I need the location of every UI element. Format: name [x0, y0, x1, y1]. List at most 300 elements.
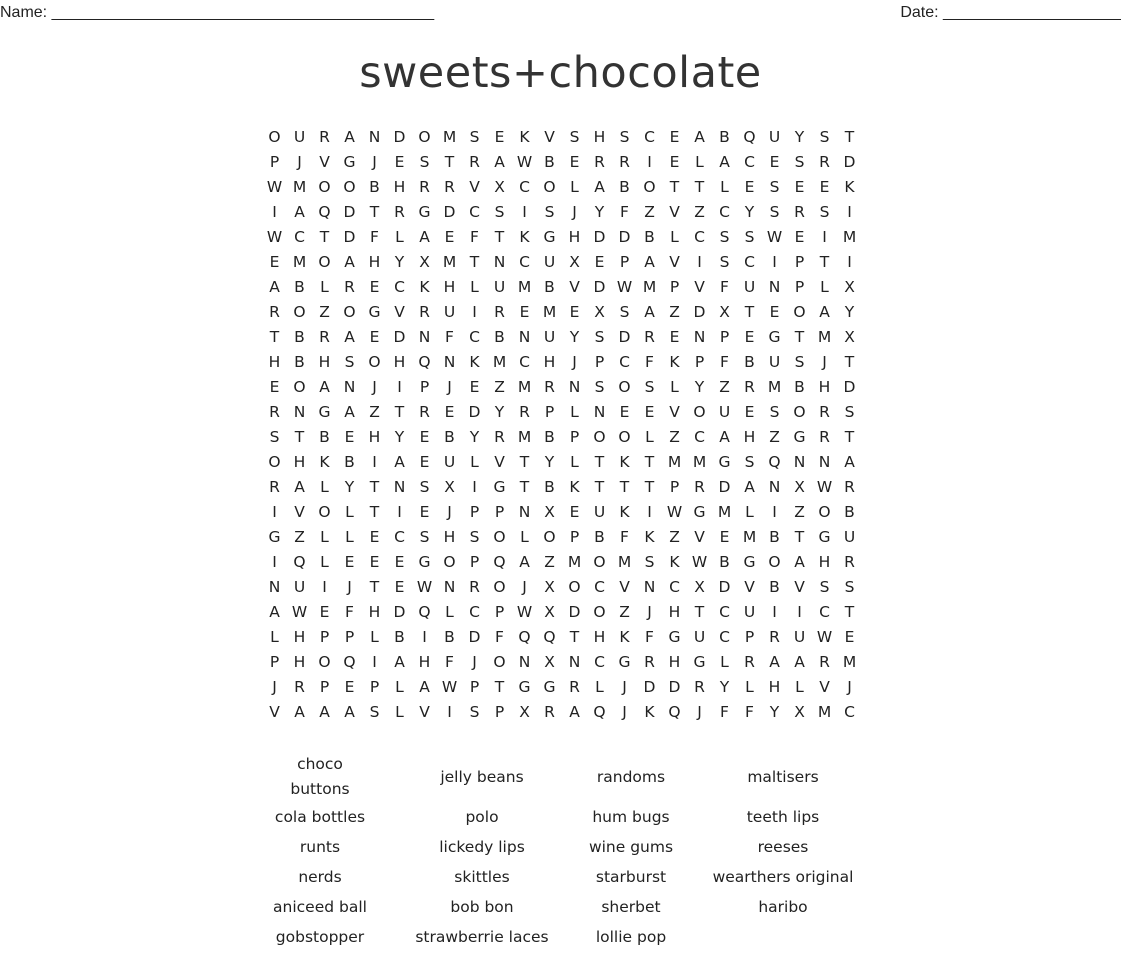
grid-letter[interactable]: C — [519, 178, 530, 196]
grid-letter[interactable]: V — [744, 578, 755, 596]
grid-letter[interactable]: D — [393, 128, 406, 146]
grid-letter[interactable]: M — [542, 303, 557, 321]
grid-letter[interactable]: P — [369, 678, 380, 696]
grid-letter[interactable]: A — [344, 128, 355, 146]
grid-letter[interactable]: T — [494, 678, 505, 696]
grid-letter[interactable]: M — [442, 128, 457, 146]
grid-letter[interactable]: D — [393, 603, 406, 621]
grid-letter[interactable]: L — [570, 403, 579, 421]
grid-letter[interactable]: L — [320, 478, 329, 496]
grid-letter[interactable]: F — [645, 353, 654, 371]
grid-letter[interactable]: W — [766, 228, 783, 246]
grid-letter[interactable]: N — [768, 478, 781, 496]
grid-letter[interactable]: K — [519, 128, 530, 146]
grid-letter[interactable]: U — [768, 128, 781, 146]
grid-letter[interactable]: H — [293, 653, 306, 671]
grid-letter[interactable]: R — [469, 578, 480, 596]
grid-letter[interactable]: Z — [669, 428, 680, 446]
grid-letter[interactable]: S — [769, 203, 780, 221]
grid-letter[interactable]: O — [693, 403, 706, 421]
grid-letter[interactable]: L — [395, 703, 404, 721]
grid-letter[interactable]: O — [818, 503, 831, 521]
grid-letter[interactable]: P — [594, 353, 605, 371]
grid-letter[interactable]: P — [269, 653, 280, 671]
grid-letter[interactable]: B — [769, 528, 780, 546]
grid-letter[interactable]: C — [469, 203, 480, 221]
grid-letter[interactable]: E — [569, 503, 580, 521]
grid-letter[interactable]: L — [570, 453, 579, 471]
grid-letter[interactable]: U — [593, 503, 606, 521]
grid-letter[interactable]: S — [569, 128, 580, 146]
grid-letter[interactable]: T — [494, 228, 505, 246]
grid-letter[interactable]: E — [444, 228, 455, 246]
grid-letter[interactable]: G — [368, 303, 381, 321]
grid-letter[interactable]: S — [719, 253, 730, 271]
grid-letter[interactable]: P — [494, 603, 505, 621]
grid-letter[interactable]: O — [318, 253, 331, 271]
grid-letter[interactable]: T — [619, 478, 630, 496]
grid-letter[interactable]: B — [344, 453, 355, 471]
grid-letter[interactable]: O — [343, 303, 356, 321]
grid-letter[interactable]: E — [519, 303, 530, 321]
grid-letter[interactable]: S — [619, 128, 630, 146]
grid-letter[interactable]: M — [442, 253, 457, 271]
grid-letter[interactable]: U — [493, 278, 506, 296]
grid-letter[interactable]: Z — [644, 203, 655, 221]
grid-letter[interactable]: T — [594, 453, 605, 471]
grid-letter[interactable]: S — [469, 528, 480, 546]
grid-letter[interactable]: D — [843, 378, 856, 396]
name-field[interactable]: Name: ___________________________________________ — [0, 4, 435, 21]
grid-letter[interactable]: R — [419, 178, 430, 196]
grid-letter[interactable]: O — [568, 578, 581, 596]
grid-letter[interactable]: B — [294, 278, 305, 296]
grid-letter[interactable]: F — [645, 628, 654, 646]
grid-letter[interactable]: O — [368, 353, 381, 371]
grid-letter[interactable]: V — [694, 528, 705, 546]
grid-letter[interactable]: R — [619, 153, 630, 171]
grid-letter[interactable]: V — [494, 453, 505, 471]
grid-letter[interactable]: G — [668, 628, 681, 646]
grid-letter[interactable]: N — [768, 278, 781, 296]
grid-letter[interactable]: R — [269, 403, 280, 421]
grid-letter[interactable]: A — [794, 653, 805, 671]
grid-letter[interactable]: P — [494, 703, 505, 721]
grid-letter[interactable]: K — [669, 353, 680, 371]
grid-letter[interactable]: X — [844, 278, 855, 296]
grid-letter[interactable]: B — [619, 178, 630, 196]
grid-letter[interactable]: P — [719, 328, 730, 346]
grid-letter[interactable]: T — [519, 453, 530, 471]
grid-letter[interactable]: E — [594, 253, 605, 271]
grid-letter[interactable]: M — [517, 378, 532, 396]
grid-letter[interactable]: T — [669, 178, 680, 196]
grid-letter[interactable]: B — [369, 178, 380, 196]
grid-letter[interactable]: R — [394, 203, 405, 221]
grid-letter[interactable]: K — [619, 453, 630, 471]
grid-letter[interactable]: Y — [744, 203, 755, 221]
grid-letter[interactable]: A — [744, 478, 755, 496]
grid-letter[interactable]: C — [519, 353, 530, 371]
grid-letter[interactable]: T — [369, 578, 380, 596]
grid-letter[interactable]: I — [472, 478, 477, 496]
grid-letter[interactable]: S — [794, 353, 805, 371]
grid-letter[interactable]: R — [469, 153, 480, 171]
grid-letter[interactable]: T — [844, 353, 855, 371]
grid-letter[interactable]: B — [544, 153, 555, 171]
grid-letter[interactable]: X — [794, 478, 805, 496]
grid-letter[interactable]: E — [669, 153, 680, 171]
grid-letter[interactable]: D — [718, 478, 731, 496]
grid-letter[interactable]: I — [272, 553, 277, 571]
grid-letter[interactable]: W — [691, 553, 708, 571]
grid-letter[interactable]: R — [844, 553, 855, 571]
grid-letter[interactable]: A — [494, 153, 505, 171]
grid-letter[interactable]: A — [694, 128, 705, 146]
grid-letter[interactable]: E — [669, 328, 680, 346]
grid-letter[interactable]: T — [594, 478, 605, 496]
grid-letter[interactable]: E — [644, 403, 655, 421]
grid-letter[interactable]: O — [443, 553, 456, 571]
grid-letter[interactable]: T — [794, 328, 805, 346]
grid-letter[interactable]: O — [293, 303, 306, 321]
grid-letter[interactable]: O — [493, 578, 506, 596]
grid-letter[interactable]: L — [320, 553, 329, 571]
grid-letter[interactable]: S — [844, 403, 855, 421]
grid-letter[interactable]: G — [518, 678, 531, 696]
grid-letter[interactable]: N — [518, 653, 531, 671]
grid-letter[interactable]: E — [394, 578, 405, 596]
grid-letter[interactable]: L — [745, 678, 754, 696]
grid-letter[interactable]: J — [697, 703, 702, 721]
grid-letter[interactable]: T — [369, 478, 380, 496]
grid-letter[interactable]: M — [717, 503, 732, 521]
grid-letter[interactable]: D — [668, 678, 681, 696]
grid-letter[interactable]: T — [844, 428, 855, 446]
grid-letter[interactable]: N — [518, 503, 531, 521]
grid-letter[interactable]: L — [720, 178, 729, 196]
grid-letter[interactable]: F — [745, 703, 754, 721]
grid-letter[interactable]: F — [720, 703, 729, 721]
grid-letter[interactable]: R — [444, 178, 455, 196]
grid-letter[interactable]: E — [269, 253, 280, 271]
grid-letter[interactable]: V — [269, 703, 280, 721]
grid-letter[interactable]: O — [318, 178, 331, 196]
grid-letter[interactable]: E — [369, 553, 380, 571]
grid-letter[interactable]: S — [269, 428, 280, 446]
grid-letter[interactable]: E — [419, 428, 430, 446]
grid-letter[interactable]: R — [494, 303, 505, 321]
grid-letter[interactable]: E — [269, 378, 280, 396]
grid-letter[interactable]: O — [543, 528, 556, 546]
grid-letter[interactable]: H — [443, 278, 456, 296]
grid-letter[interactable]: P — [469, 553, 480, 571]
grid-letter[interactable]: W — [291, 603, 308, 621]
grid-letter[interactable]: N — [568, 378, 581, 396]
grid-letter[interactable]: H — [668, 653, 681, 671]
grid-letter[interactable]: L — [745, 503, 754, 521]
grid-letter[interactable]: L — [670, 228, 679, 246]
grid-letter[interactable]: T — [844, 128, 855, 146]
grid-letter[interactable]: L — [645, 428, 654, 446]
grid-letter[interactable]: D — [443, 203, 456, 221]
grid-letter[interactable]: P — [469, 503, 480, 521]
grid-letter[interactable]: V — [669, 253, 680, 271]
grid-letter[interactable]: R — [269, 303, 280, 321]
grid-letter[interactable]: U — [693, 628, 706, 646]
grid-letter[interactable]: A — [819, 303, 830, 321]
grid-letter[interactable]: D — [693, 303, 706, 321]
grid-letter[interactable]: D — [468, 403, 481, 421]
grid-letter[interactable]: D — [393, 328, 406, 346]
grid-letter[interactable]: R — [419, 403, 430, 421]
grid-letter[interactable]: B — [744, 353, 755, 371]
grid-letter[interactable]: H — [368, 428, 381, 446]
grid-letter[interactable]: T — [644, 478, 655, 496]
grid-letter[interactable]: A — [269, 603, 280, 621]
grid-letter[interactable]: H — [293, 628, 306, 646]
grid-letter[interactable]: V — [319, 153, 330, 171]
grid-letter[interactable]: P — [619, 253, 630, 271]
grid-letter[interactable]: L — [470, 453, 479, 471]
grid-letter[interactable]: O — [493, 653, 506, 671]
grid-letter[interactable]: Q — [493, 553, 506, 571]
grid-letter[interactable]: A — [319, 378, 330, 396]
grid-letter[interactable]: P — [544, 403, 555, 421]
grid-letter[interactable]: A — [844, 453, 855, 471]
grid-letter[interactable]: P — [269, 153, 280, 171]
grid-letter[interactable]: M — [667, 453, 682, 471]
grid-letter[interactable]: A — [644, 303, 655, 321]
grid-letter[interactable]: A — [719, 153, 730, 171]
grid-letter[interactable]: L — [395, 228, 404, 246]
grid-letter[interactable]: P — [319, 678, 330, 696]
grid-letter[interactable]: B — [294, 353, 305, 371]
grid-letter[interactable]: C — [819, 603, 830, 621]
grid-letter[interactable]: E — [794, 228, 805, 246]
grid-letter[interactable]: N — [418, 328, 431, 346]
grid-letter[interactable]: T — [644, 453, 655, 471]
grid-letter[interactable]: R — [319, 328, 330, 346]
grid-letter[interactable]: X — [544, 653, 555, 671]
grid-letter[interactable]: V — [469, 178, 480, 196]
grid-letter[interactable]: W — [516, 603, 533, 621]
grid-letter[interactable]: G — [543, 228, 556, 246]
grid-letter[interactable]: R — [694, 678, 705, 696]
grid-letter[interactable]: F — [445, 653, 454, 671]
grid-letter[interactable]: A — [519, 553, 530, 571]
grid-letter[interactable]: B — [444, 428, 455, 446]
grid-letter[interactable]: R — [544, 703, 555, 721]
grid-letter[interactable]: Q — [318, 203, 331, 221]
grid-letter[interactable]: D — [343, 228, 356, 246]
grid-letter[interactable]: Q — [343, 653, 356, 671]
grid-letter[interactable]: N — [368, 128, 381, 146]
grid-letter[interactable]: Q — [743, 128, 756, 146]
grid-letter[interactable]: G — [693, 503, 706, 521]
grid-letter[interactable]: H — [568, 228, 581, 246]
grid-letter[interactable]: W — [616, 278, 633, 296]
grid-letter[interactable]: N — [443, 353, 456, 371]
grid-letter[interactable]: R — [819, 653, 830, 671]
grid-letter[interactable]: A — [644, 253, 655, 271]
grid-letter[interactable]: C — [519, 253, 530, 271]
grid-letter[interactable]: V — [619, 578, 630, 596]
grid-letter[interactable]: C — [719, 628, 730, 646]
grid-letter[interactable]: B — [594, 528, 605, 546]
grid-letter[interactable]: S — [719, 228, 730, 246]
grid-letter[interactable]: U — [293, 578, 306, 596]
grid-letter[interactable]: H — [268, 353, 281, 371]
grid-letter[interactable]: C — [719, 603, 730, 621]
grid-letter[interactable]: X — [544, 503, 555, 521]
grid-letter[interactable]: F — [620, 203, 629, 221]
grid-letter[interactable]: E — [344, 428, 355, 446]
grid-letter[interactable]: S — [819, 128, 830, 146]
grid-letter[interactable]: R — [794, 203, 805, 221]
grid-letter[interactable]: R — [519, 403, 530, 421]
grid-letter[interactable]: L — [395, 678, 404, 696]
grid-letter[interactable]: K — [644, 703, 655, 721]
grid-letter[interactable]: H — [818, 553, 831, 571]
grid-letter[interactable]: T — [519, 478, 530, 496]
grid-letter[interactable]: L — [345, 528, 354, 546]
grid-letter[interactable]: P — [569, 428, 580, 446]
grid-letter[interactable]: C — [619, 353, 630, 371]
grid-letter[interactable]: S — [419, 528, 430, 546]
grid-letter[interactable]: O — [618, 378, 631, 396]
grid-letter[interactable]: M — [767, 378, 782, 396]
grid-letter[interactable]: J — [372, 378, 377, 396]
grid-letter[interactable]: L — [345, 503, 354, 521]
grid-letter[interactable]: B — [794, 378, 805, 396]
grid-letter[interactable]: J — [447, 378, 452, 396]
grid-letter[interactable]: O — [793, 403, 806, 421]
grid-letter[interactable]: O — [618, 428, 631, 446]
grid-letter[interactable]: B — [544, 428, 555, 446]
grid-letter[interactable]: O — [343, 178, 356, 196]
grid-letter[interactable]: H — [768, 678, 781, 696]
grid-letter[interactable]: I — [472, 303, 477, 321]
grid-letter[interactable]: M — [617, 553, 632, 571]
grid-letter[interactable]: K — [644, 528, 655, 546]
grid-letter[interactable]: M — [517, 428, 532, 446]
grid-letter[interactable]: B — [544, 278, 555, 296]
grid-letter[interactable]: J — [472, 653, 477, 671]
grid-letter[interactable]: P — [419, 378, 430, 396]
grid-letter[interactable]: S — [419, 478, 430, 496]
grid-letter[interactable]: U — [293, 128, 306, 146]
grid-letter[interactable]: L — [695, 153, 704, 171]
grid-letter[interactable]: I — [272, 203, 277, 221]
grid-letter[interactable]: S — [744, 228, 755, 246]
grid-letter[interactable]: P — [794, 253, 805, 271]
grid-letter[interactable]: O — [268, 128, 281, 146]
grid-letter[interactable]: T — [469, 253, 480, 271]
grid-letter[interactable]: Y — [469, 428, 480, 446]
grid-letter[interactable]: C — [744, 153, 755, 171]
grid-letter[interactable]: J — [347, 578, 352, 596]
grid-letter[interactable]: L — [720, 653, 729, 671]
grid-letter[interactable]: W — [666, 503, 683, 521]
grid-letter[interactable]: Z — [294, 528, 305, 546]
grid-letter[interactable]: D — [843, 153, 856, 171]
grid-letter[interactable]: I — [697, 253, 702, 271]
grid-letter[interactable]: C — [394, 278, 405, 296]
grid-letter[interactable]: U — [843, 528, 856, 546]
grid-letter[interactable]: G — [318, 403, 331, 421]
grid-letter[interactable]: P — [344, 628, 355, 646]
grid-letter[interactable]: G — [418, 203, 431, 221]
grid-letter[interactable]: O — [768, 553, 781, 571]
grid-letter[interactable]: O — [593, 428, 606, 446]
grid-letter[interactable]: J — [647, 603, 652, 621]
grid-letter[interactable]: R — [569, 678, 580, 696]
grid-letter[interactable]: A — [344, 403, 355, 421]
grid-letter[interactable]: P — [494, 503, 505, 521]
grid-letter[interactable]: P — [669, 278, 680, 296]
grid-letter[interactable]: Q — [418, 603, 431, 621]
grid-letter[interactable]: V — [669, 203, 680, 221]
grid-letter[interactable]: N — [293, 403, 306, 421]
grid-letter[interactable]: H — [393, 353, 406, 371]
grid-letter[interactable]: T — [794, 528, 805, 546]
grid-letter[interactable]: R — [819, 428, 830, 446]
grid-letter[interactable]: A — [719, 428, 730, 446]
grid-letter[interactable]: C — [594, 653, 605, 671]
grid-letter[interactable]: S — [544, 203, 555, 221]
grid-letter[interactable]: I — [772, 503, 777, 521]
grid-letter[interactable]: S — [744, 453, 755, 471]
grid-letter[interactable]: R — [594, 153, 605, 171]
grid-letter[interactable]: Z — [769, 428, 780, 446]
grid-letter[interactable]: S — [419, 153, 430, 171]
grid-letter[interactable]: W — [516, 153, 533, 171]
grid-letter[interactable]: W — [416, 578, 433, 596]
grid-letter[interactable]: Q — [768, 453, 781, 471]
grid-letter[interactable]: Y — [719, 678, 730, 696]
grid-letter[interactable]: R — [269, 478, 280, 496]
grid-letter[interactable]: V — [669, 403, 680, 421]
grid-letter[interactable]: H — [368, 253, 381, 271]
grid-letter[interactable]: L — [595, 678, 604, 696]
grid-letter[interactable]: X — [419, 253, 430, 271]
grid-letter[interactable]: I — [772, 603, 777, 621]
grid-letter[interactable]: L — [320, 528, 329, 546]
grid-letter[interactable]: F — [345, 603, 354, 621]
grid-letter[interactable]: E — [394, 553, 405, 571]
grid-letter[interactable]: E — [719, 528, 730, 546]
grid-letter[interactable]: Y — [494, 403, 505, 421]
grid-letter[interactable]: E — [369, 528, 380, 546]
grid-letter[interactable]: T — [569, 628, 580, 646]
grid-letter[interactable]: R — [744, 653, 755, 671]
grid-letter[interactable]: I — [447, 703, 452, 721]
grid-letter[interactable]: A — [344, 328, 355, 346]
grid-letter[interactable]: W — [816, 628, 833, 646]
grid-letter[interactable]: T — [294, 428, 305, 446]
grid-letter[interactable]: V — [569, 278, 580, 296]
grid-letter[interactable]: D — [593, 278, 606, 296]
grid-letter[interactable]: V — [294, 503, 305, 521]
grid-letter[interactable]: M — [492, 353, 507, 371]
grid-letter[interactable]: B — [769, 578, 780, 596]
grid-letter[interactable]: N — [818, 453, 831, 471]
grid-letter[interactable]: Q — [293, 553, 306, 571]
grid-letter[interactable]: S — [844, 578, 855, 596]
grid-letter[interactable]: E — [319, 603, 330, 621]
grid-letter[interactable]: C — [669, 578, 680, 596]
